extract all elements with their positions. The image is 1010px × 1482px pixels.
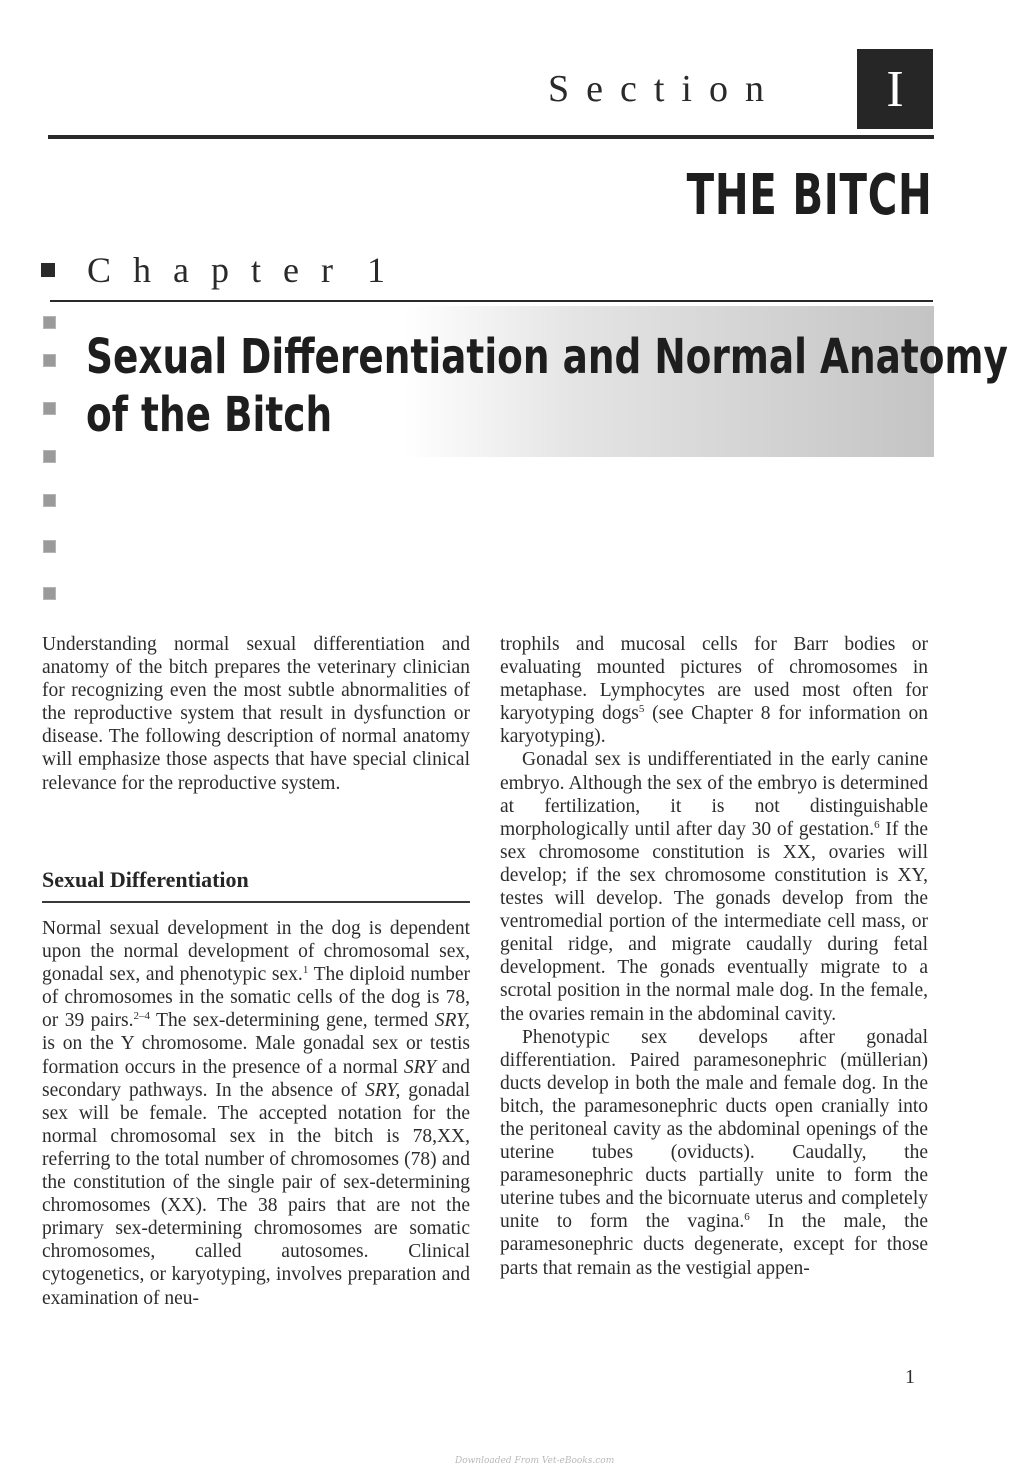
part-title: THE BITCH — [686, 163, 932, 228]
square-bullet-icon — [43, 316, 56, 329]
section-divider — [48, 135, 934, 139]
paragraph: trophils and mucosal cells for Barr bodies or evaluating mounted pictures of chromosomes in metaphase. Lymphocytes are used most often for karyotyping dogs$^5$ (see Chapter 8 for information on karyotyping). — [500, 634, 928, 748]
chapter-divider — [50, 300, 933, 302]
paragraph: Normal sexual development in the dog is dependent upon the normal development of chromosomal sex, gonadal sex, and phenotypic sex.$^1$ The diploid number of chromosomes in the somatic cells of the dog is 78, or 39 pairs.$^{2-4}$ The sex-determining gene, termed SRY, is on the Y chromosome. Male gonadal sex or testis formation occurs in the presence of a normal SRY and secondary pathways. In the absence of SRY, gonadal sex will be female. The accepted notation for the normal chromosomal sex in the bitch is 78,XX, referring to the total number of chromosomes (78) and the constitution of the single pair of sex-determining chromosomes (XX). The 38 pairs that are not the primary sex-determining chromosomes are somatic chromosomes, called autosomes. Clinical cytogenetics, or karyotyping, involves preparation and examination of neu- — [42, 918, 471, 1309]
right-column-text — [500, 633, 928, 1280]
square-bullet-icon — [43, 540, 56, 553]
section-label: Section — [548, 68, 781, 110]
chapter-title-line-1: Sexual Differentiation and Normal Anatomy — [86, 329, 1008, 385]
paragraph: Gonadal sex is undifferentiated in the early canine embryo. Although the sex of the embryo is determined at fertilization, it is not distinguishable morphologically until after day 30 of gestation.$^6$ If the sex chromosome constitution is XX, ovaries will develop; if the sex chromosome constitution is XY, testes will develop. The gonads develop from the ventromedial portion of the intermediate cell mass, or genital ridge, and migrate caudally during fetal development. The gonads eventually migrate to a scrotal position in the normal male dog. In the female, the ovaries remain in the abdominal cavity. — [500, 749, 929, 1025]
square-bullet-icon — [43, 354, 56, 367]
paragraph: Phenotypic sex develops after gonadal differentiation. Paired paramesonephric (müllerian) ducts develop in both the male and female dog. In the bitch, the paramesonephric ducts open cranially into the peritoneal cavity as the abdominal openings of the uterine tubes (oviducts). Caudally, the paramesonephric ducts partially unite to form the uterine tubes and the bicornuate uterus and completely unite to form the vagina.$^6$ In the male, the paramesonephric ducts degenerate, except for those parts that remain as the vestigial appen- — [500, 1026, 928, 1279]
chapter-title — [86, 328, 1008, 444]
chapter-bullet-icon — [41, 263, 55, 277]
square-bullet-icon — [43, 587, 56, 600]
watermark: Downloaded From Vet-eBooks.com — [455, 1456, 615, 1466]
subheading-rule — [42, 901, 470, 903]
square-bullet-icon — [43, 494, 56, 507]
page-number: 1 — [905, 1366, 915, 1388]
intro-paragraph: Understanding normal sexual differentiation and anatomy of the bitch prepares the veterinary clinician for recognizing even the most subtle abnormalities of the reproductive system that result in dysfunction or disease. The following description of normal anatomy will emphasize those aspects that have special clinical relevance for the reproductive system. — [42, 634, 470, 794]
chapter-title-line-2: of the Bitch — [86, 387, 333, 443]
square-bullet-icon — [43, 450, 56, 463]
chapter-label: Chapter 1 — [87, 250, 385, 290]
left-column-text — [42, 917, 470, 1310]
square-bullet-icon — [43, 402, 56, 415]
section-numeral-box: I — [857, 49, 933, 129]
subheading: Sexual Differentiation — [42, 867, 249, 892]
